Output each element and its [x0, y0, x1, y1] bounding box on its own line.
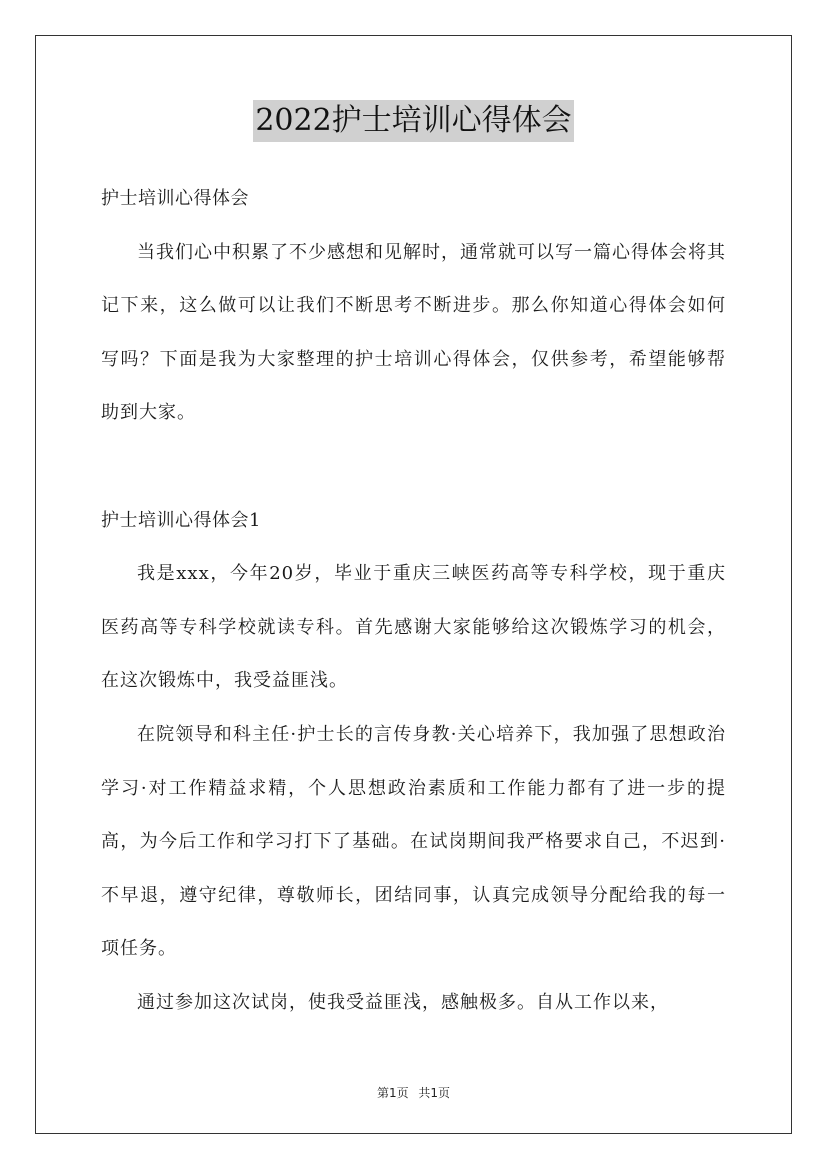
document-title: 2022护士培训心得体会: [253, 100, 573, 142]
intro-heading: 护士培训心得体会: [101, 188, 249, 209]
title-wrap: [0, 100, 827, 142]
intro-paragraph: 当我们心中积累了不少感想和见解时，通常就可以写一篇心得体会将其记下来，这么做可以让我们不断思考不断进步。那么你知道心得体会如何写吗？下面是我为大家整理的护士培训心得体会，仅供参考，希望能够帮助到大家。: [101, 241, 726, 424]
section1-paragraph-2: 在院领导和科主任·护士长的言传身教·关心培养下，我加强了思想政治学习·对工作精益求精，个人思想政治素质和工作能力都有了进一步的提高，为今后工作和学习打下了基础。在试岗期间我严格要求自己，不迟到·不早退，遵守纪律，尊敬师长，团结同事，认真完成领导分配给我的每一项任务。: [101, 723, 726, 960]
page-total: 共1页: [418, 1086, 451, 1100]
section1-paragraph-3: 通过参加这次试岗，使我受益匪浅，感触极多。自从工作以来，: [137, 991, 669, 1013]
page-footer: [0, 1084, 827, 1101]
section-spacer: [101, 440, 726, 494]
document-body: [101, 172, 726, 1030]
page-number: 第1页: [376, 1086, 409, 1100]
section1-heading: 护士培训心得体会1: [101, 509, 261, 531]
section1-paragraph-1: 我是xxx，今年20岁，毕业于重庆三峡医药高等专科学校，现于重庆医药高等专科学校就读专科。首先感谢大家能够给这次锻炼学习的机会，在这次锻炼中，我受益匪浅。: [101, 563, 726, 692]
